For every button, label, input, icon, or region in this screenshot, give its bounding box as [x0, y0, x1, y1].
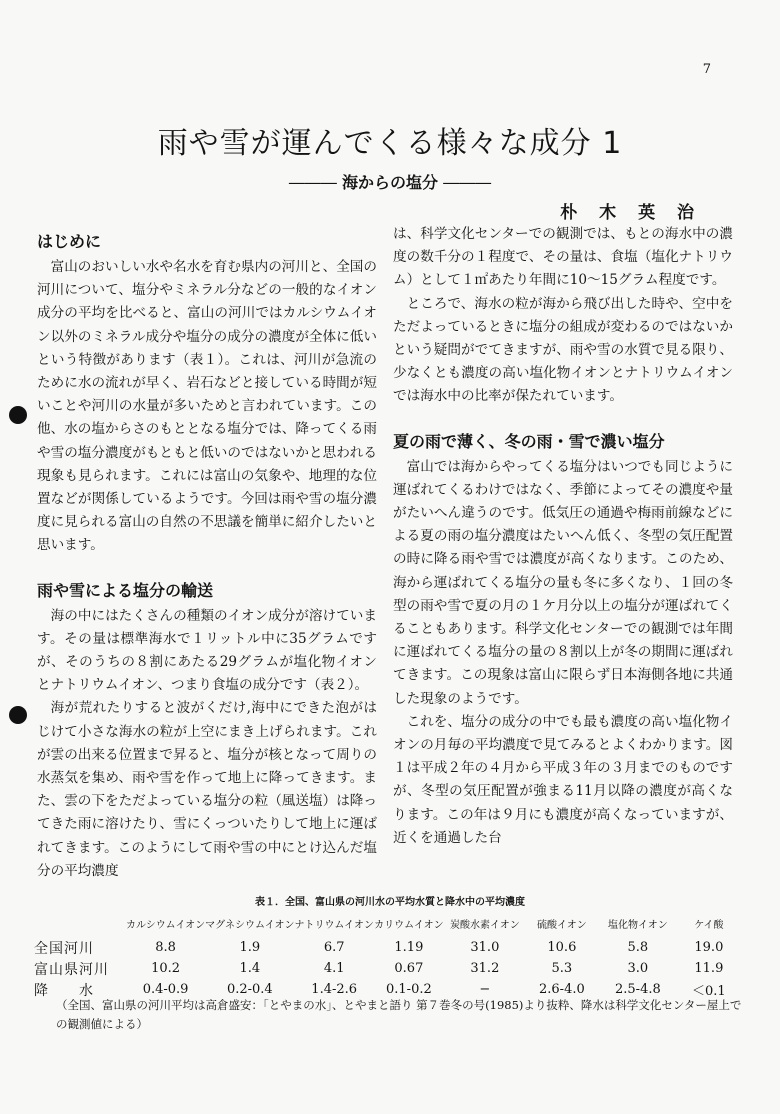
- table-note: （全国、富山県の河川平均は高倉盛安：「とやまの水」、とやまと語り 第７巻冬の号(1985)より抜粋、降水は科学文化センター屋上での観測値による）: [56, 998, 742, 1031]
- article-title: 雨や雪が運んでくる様々な成分 1: [157, 126, 623, 161]
- table-cell: 19.0: [694, 940, 724, 955]
- table-cell: 0.67: [394, 961, 424, 976]
- subtitle-text: 海からの塩分: [341, 173, 438, 192]
- table-row: [34, 958, 740, 979]
- left-column: [37, 223, 377, 883]
- author-name: 朴 木 英 治: [560, 203, 702, 223]
- table-cell: 4.1: [323, 961, 345, 976]
- row-label: 富山県河川: [34, 961, 109, 978]
- table-cell: ＜0.1: [692, 984, 726, 999]
- section-heading: 夏の雨で薄く、冬の雨・雪で濃い塩分: [393, 431, 665, 451]
- paragraph: ところで、海水の粒が海から飛び出した時や、空中をただよっているときに塩分の組成が変わるのではないかという疑問がでてきますが、雨や雪の水質で見る限り、少なくとも濃度の高い塩化物イオンとナトリウムイオンでは海水中の比率が保たれています。: [393, 295, 733, 405]
- row-label: 降 水: [34, 982, 94, 999]
- table-cell: 31.0: [470, 940, 500, 955]
- row-label-header: [34, 916, 126, 937]
- water-quality-table: [34, 916, 740, 1000]
- table-cell: 6.7: [323, 940, 345, 955]
- table-cell: −: [479, 982, 491, 997]
- table-cell: 5.3: [551, 961, 573, 976]
- paragraph: 富山のおいしい水や名水を育む県内の河川と、全国の河川について、塩分やミネラル分などの一般的なイオン成分の平均を比べると、富山の河川ではカルシウムイオン以外のミネラル成分や塩分の成分の濃度が全体に低いという特徴があります（表１）。これは、河川が急流のために水の流れが早く、岩石などと接している時間が短いことや河川の水量が多いためと言われています。この他、水の塩からさのもととなる塩分では、降ってくる雨や雪の塩分濃度がもともと低いのではないかと思われる現象も見られます。これには富山の気象や、地理的な位置などが関係しているようです。今回は雨や雪の塩分濃度に見られる富山の自然の不思議を簡単に紹介したいと思います。: [37, 259, 377, 554]
- paragraph: 富山では海からやってくる塩分はいつでも同じように運ばれてくるわけではなく、季節によってその濃度や量がたいへん違うのです。低気圧の通過や梅雨前線などによる夏の雨の塩分濃度はたいへん低く、冬型の気圧配置の時に降る雨や雪では濃度が高くなります。このため、海から運ばれてくる塩分の量も冬に多くなり、１回の冬型の雨や雪で夏の月の１ケ月分以上の塩分が運ばれてくることもあります。科学文化センターでの観測では年間に運ばれてくる塩分の量の８割以上が冬の期間に運ばれてきます。この現象は富山に限らず日本海側各地に共通した現象のようです。: [393, 458, 733, 707]
- table-cell: 0.2-0.4: [226, 982, 273, 997]
- section-heading: はじめに: [37, 232, 102, 251]
- table-cell: 2.6-4.0: [539, 982, 585, 997]
- binder-hole-bottom: [9, 706, 27, 724]
- table-cell: 1.19: [394, 940, 424, 955]
- table-cell: 1.4-2.6: [311, 982, 358, 997]
- table-cell: 1.4: [239, 961, 261, 976]
- section-gap: [37, 558, 377, 572]
- table-row: [34, 937, 740, 958]
- table-cell: 2.5-4.8: [615, 982, 661, 997]
- article-subtitle: ――― 海からの塩分 ―――: [288, 173, 492, 192]
- binder-hole-top: [9, 406, 27, 424]
- table-caption: 表１．全国、富山県の河川水の平均水質と降水中の平均濃度: [255, 897, 525, 908]
- table-cell: 31.2: [470, 961, 500, 976]
- section-heading: 雨や雪による塩分の輸送: [37, 580, 214, 600]
- table-cell: 3.0: [627, 961, 649, 976]
- column-header: 炭酸水素イオン: [450, 920, 520, 931]
- column-header: ナトリウムイオン: [294, 920, 374, 931]
- table-cell: 10.6: [547, 940, 577, 955]
- row-label: 全国河川: [34, 940, 94, 957]
- column-header: マグネシウムイオン: [205, 920, 295, 931]
- paragraph: は、科学文化センターでの観測では、もとの海水中の濃度の数千分の１程度で、その量は、食塩（塩化ナトリウム）として１㎡あたり年間に10〜15グラム程度です。: [393, 226, 733, 289]
- table-cell: 0.1-0.2: [386, 982, 432, 997]
- right-column: [393, 223, 733, 850]
- table-cell: 1.9: [239, 940, 261, 955]
- paragraph: これを、塩分の成分の中でも最も濃度の高い塩化物イオンの月毎の平均濃度で見てみるとよくわかります。図１は平成２年の４月から平成３年の３月までのものですが、冬型の気圧配置が強まる11月以降の濃度が高くなります。この年は９月にも濃度が高くなっていますが、近くを通過した台: [393, 713, 733, 846]
- column-header: ケイ酸: [694, 920, 724, 931]
- column-header: 塩化物イオン: [608, 920, 668, 931]
- table-cell: 5.8: [627, 940, 649, 955]
- table-cell: 8.8: [155, 940, 176, 955]
- page-number: 7: [702, 62, 711, 77]
- table-cell: 10.2: [151, 961, 181, 976]
- table-cell: 11.9: [694, 961, 724, 976]
- column-header: 硫酸イオン: [537, 920, 587, 931]
- table-cell: 0.4-0.9: [142, 982, 189, 997]
- paragraph: 海の中にはたくさんの種類のイオン成分が溶けています。その量は標準海水で１リットル中に35グラムですが、そのうちの８割にあたる29グラムが塩化物イオンとナトリウムイオン、つまり食塩の成分です（表２）。: [37, 607, 377, 694]
- paragraph: 海が荒れたりすると波がくだけ,海中にできた泡がはじけて小さな海水の粒が上空にまき上げられます。これが雲の出来る位置まで昇ると、塩分が核となって周りの水蒸気を集め、雨や雪を作って地上に降ってきます。また、雲の下をただよっている塩分の粒（風送塩）は降ってきた雨に溶けたり、雪にくっついたりして地上に運ばれてきます。このようにして雨や雪の中にとけ込んだ塩分の平均濃度: [37, 700, 377, 879]
- column-header: カリウムイオン: [374, 920, 444, 931]
- section-gap: [393, 409, 733, 423]
- column-header: カルシウムイオン: [126, 920, 206, 931]
